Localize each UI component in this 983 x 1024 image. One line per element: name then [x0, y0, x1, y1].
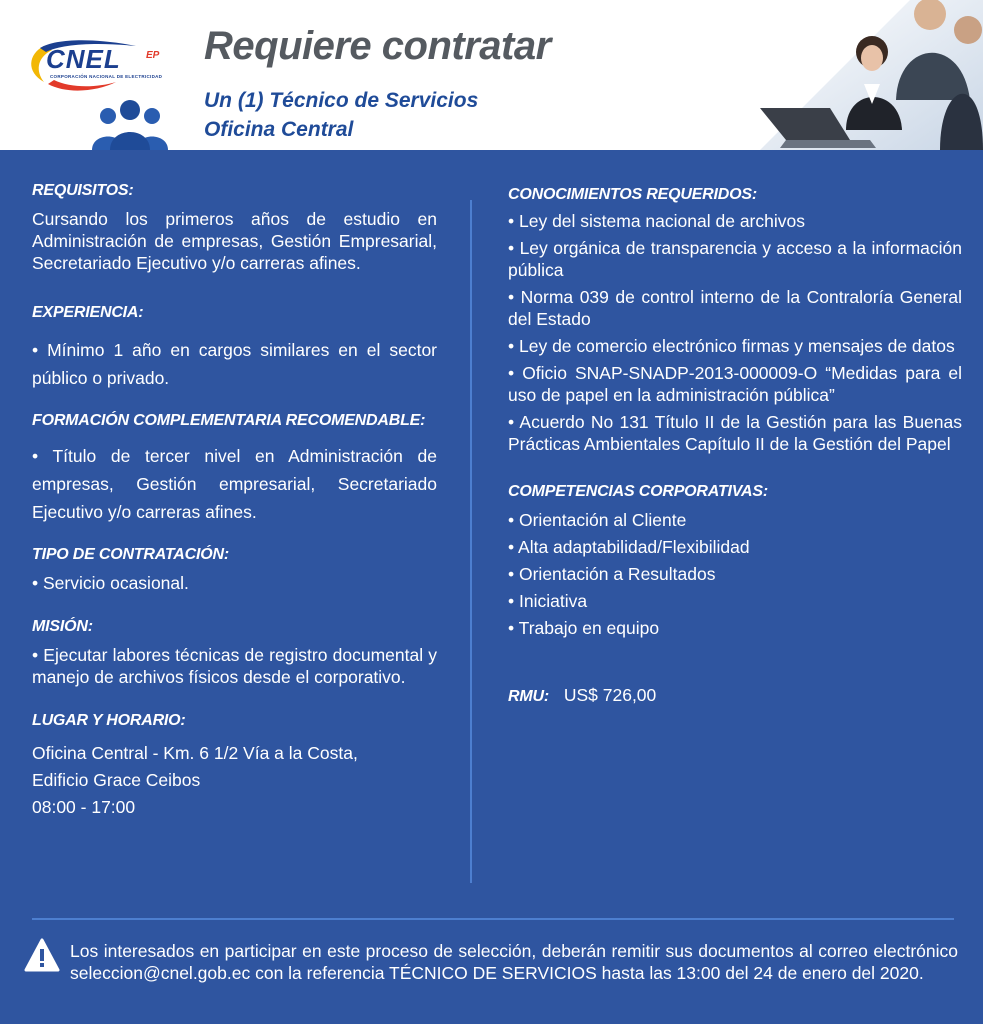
mision-text: • Ejecutar labores técnicas de registro documental y manejo de archivos físicos desde el corporativo. [32, 645, 437, 687]
lugar-text [32, 740, 437, 821]
experiencia-text: • Mínimo 1 año en cargos similares en el sector público o privado. [32, 340, 437, 388]
conocimientos-item: • Norma 039 de control interno de la Contraloría General del Estado [508, 287, 962, 329]
experiencia-heading: EXPERIENCIA: [32, 304, 144, 321]
competencias-item: • Trabajo en equipo [508, 618, 660, 638]
lugar-line-2: Edificio Grace Ceibos [32, 770, 201, 790]
logo-subtitle: CORPORACIÓN NACIONAL DE ELECTRICIDAD [50, 74, 163, 79]
requisitos-heading: REQUISITOS: [32, 182, 134, 199]
logo-text: CNEL [46, 44, 121, 74]
footer-text: Los interesados en participar en este proceso de selección, deberán remitir sus documentos al correo electrónico seleccion@cnel.gob.ec con la referencia TÉCNICO DE SERVICIOS hasta las 13:00 del 24 de enero del 2020. [70, 941, 958, 983]
lugar-line-3: 08:00 - 17:00 [32, 797, 136, 817]
rmu-row [508, 684, 962, 708]
conocimientos-item: • Acuerdo No 131 Título II de la Gestión para las Buenas Prácticas Ambientales Capítulo II de la Gestión del Papel [508, 412, 962, 454]
page-title: Requiere contratar [204, 24, 551, 68]
column-divider [470, 200, 472, 883]
logo-ep: EP [146, 50, 160, 61]
job-position: Un (1) Técnico de Servicios [204, 89, 479, 112]
competencias-heading: COMPETENCIAS CORPORATIVAS: [508, 483, 768, 500]
conocimientos-item: • Ley de comercio electrónico firmas y mensajes de datos [508, 336, 955, 356]
competencias-item: • Orientación al Cliente [508, 510, 687, 530]
conocimientos-item: • Ley orgánica de transparencia y acceso a la información pública [508, 238, 962, 280]
job-location: Oficina Central [204, 118, 354, 141]
formacion-heading: FORMACIÓN COMPLEMENTARIA RECOMENDABLE: [32, 412, 426, 429]
left-column [32, 180, 437, 821]
header [0, 0, 983, 150]
requisitos-text: Cursando los primeros años de estudio en Administración de empresas, Gestión Empresarial, Secretariado Ejecutivo y/o carreras afines. [32, 209, 437, 273]
footer-divider [32, 918, 954, 920]
job-subtitle [204, 86, 478, 144]
lugar-heading: LUGAR Y HORARIO: [32, 712, 186, 729]
tipo-text: • Servicio ocasional. [32, 573, 189, 593]
office-photo [700, 0, 983, 150]
competencias-item: • Alta adaptabilidad/Flexibilidad [508, 537, 750, 557]
right-column [508, 184, 962, 708]
lugar-line-1: Oficina Central - Km. 6 1/2 Vía a la Costa, [32, 743, 358, 763]
conocimientos-list [508, 210, 962, 455]
rmu-label: RMU: [508, 688, 549, 705]
competencias-item: • Iniciativa [508, 591, 588, 611]
cnel-logo [26, 36, 176, 96]
warning-icon [24, 938, 60, 972]
competencias-list [508, 507, 962, 642]
people-group-icon [88, 96, 172, 150]
conocimientos-item: • Oficio SNAP-SNADP-2013-000009-O “Medidas para el uso de papel en la administración pública” [508, 363, 962, 405]
tipo-heading: TIPO DE CONTRATACIÓN: [32, 546, 229, 563]
competencias-item: • Orientación a Resultados [508, 564, 716, 584]
rmu-value: US$ 726,00 [563, 685, 657, 705]
formacion-text: • Título de tercer nivel en Administración de empresas, Gestión empresarial, Secretariado Ejecutivo y/o carreras afines. [32, 446, 437, 522]
mision-heading: MISIÓN: [32, 618, 93, 635]
conocimientos-item: • Ley del sistema nacional de archivos [508, 211, 805, 231]
conocimientos-heading: CONOCIMIENTOS REQUERIDOS: [508, 186, 757, 203]
